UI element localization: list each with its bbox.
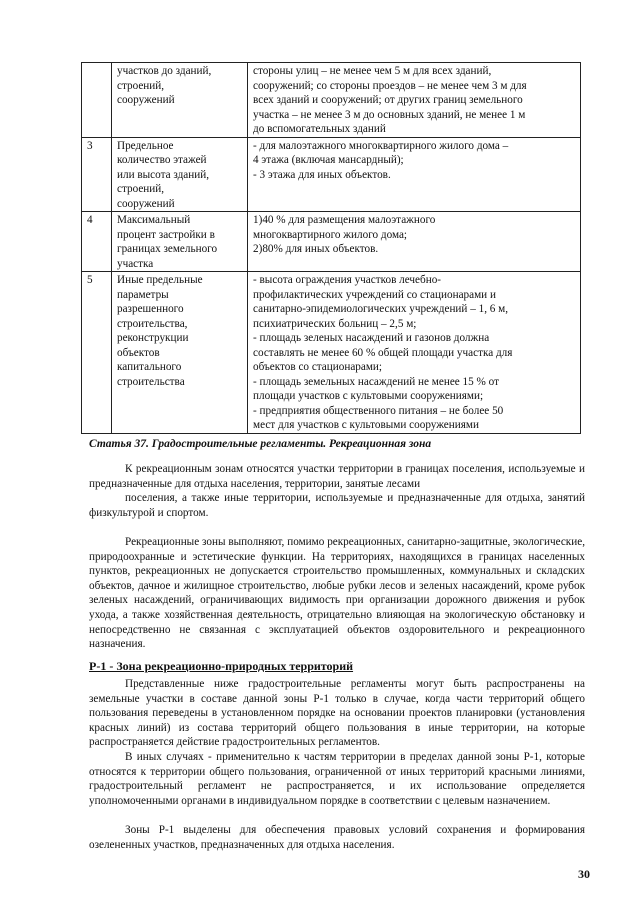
cell-line: - предприятия общественного питания – не более 50 [253,404,504,417]
cell-line: строительства [117,375,185,388]
row-number-cell [82,63,112,138]
cell-line: 2)80% для иных объектов. [253,243,379,255]
parameter-value-cell [248,272,581,434]
paragraph-r1-other-cases: В иных случаях - применительно к частям территории в пределах данной зоны Р-1, которые относятся к территории общего пользования, ограниченной от иных территорий красными линиями, градостроительный регламент не распространяется, и их использование определяется уполномоченными органами в индивидуальном порядке в соответствии с целевым назначением. [89,751,585,807]
cell-line: Максимальный [117,214,191,226]
cell-line: строений, [117,79,165,92]
parameter-name-cell [112,212,248,272]
table-row [82,272,581,434]
parameter-name-cell [112,137,248,212]
row-number-cell: 4 [82,212,112,272]
cell-line: строительства, [117,317,188,330]
cell-line: до вспомогательных зданий [253,123,386,135]
parameter-name-cell [112,272,248,434]
cell-line: 4 этажа (включая мансардный); [253,154,404,166]
parameter-value-cell [248,63,581,138]
cell-line: участка – не менее 3 м до основных зданий, не менее 1 м [253,108,526,121]
row-number-cell: 3 [82,137,112,212]
cell-line: многоквартирного жилого дома; [253,228,408,241]
table-row [82,63,581,138]
cell-line: разрешенного [117,303,184,315]
cell-line: всех зданий и сооружений; от других границ земельного [253,94,523,106]
zone-parameters-table [81,62,581,434]
cell-line: объектов со стационарами; [253,361,383,373]
cell-line: - площадь земельных насаждений не менее 15 % от [253,375,499,388]
cell-line: Предельное [117,139,174,152]
cell-line: сооружений [117,94,175,106]
cell-line: реконструкции [117,332,189,344]
page-number: 30 [578,867,590,881]
paragraph-r1-regulations: Представленные ниже градостроительные регламенты могут быть распространены на земельные участки в составе данной зоны Р-1 только в случае, когда части территорий общего пользования переведены в установленном порядке на основании проектов планировки (установления красных линий) из состава территорий общего пользования в иные территории, на которые распространяется действие градостроительных регламентов. [89,678,585,749]
cell-line: психиатрических больниц – 2,5 м; [253,317,417,330]
cell-line: Иные предельные [117,274,203,286]
zone-r1-heading: Р-1 - Зона рекреационно-природных территорий [89,659,354,673]
cell-line: площади участков с культовыми сооружениями; [253,390,484,402]
cell-line: 1)40 % для размещения малоэтажного [253,214,436,226]
cell-line: - для малоэтажного многоквартирного жилого дома – [253,139,509,152]
paragraph-recreation-zones: К рекреационным зонам относятся участки территории в границах поселения, используемые и предназначенные для отдыха населения, территории, занятые лесами [89,463,585,490]
parameter-value-cell [248,137,581,212]
row-number-cell: 5 [82,272,112,434]
cell-line: участка [117,257,154,270]
cell-line: сооружений; со стороны проездов – не менее чем 3 м для [253,79,527,92]
parameter-value-cell [248,212,581,272]
cell-line: сооружений [117,197,175,210]
cell-line: параметры [117,288,169,301]
paragraph-recreation-functions: Рекреационные зоны выполняют, помимо рекреационных, санитарно-защитные, экологические, природоохранные и эстетические функции. На территориях, находящихся в границах населенных пунктов, рекреационных не допускается строительство промышленных, коммунальных и складских объектов, дачное и жилищное строительство, любые рубки лесов и зеленых насаждений, кроме рубок зеленых насаждений, ограничивающих видимость при организации дорожного движения и рубок ухода, а также хозяйственная деятельность, отрицательно влияющая на экологическую обстановку и непосредственно не связанная с эксплуатацией объектов оздоровительного и рекреационного назначения. [89,536,585,651]
cell-line: санитарно-эпидемиологических учреждений – 1, 6 м, [253,303,509,315]
cell-line: участков до зданий, [117,65,212,77]
cell-line: или высота зданий, [117,168,209,181]
cell-line: - высота ограждения участков лечебно- [253,274,442,286]
cell-line: границах земельного [117,243,218,255]
cell-line: количество этажей [117,154,207,166]
cell-line: процент застройки в [117,228,215,241]
paragraph-recreation-zones-cont: поселения, а также иные территории, используемые и предназначенные для отдыха, занятий физкультурой и спортом. [89,492,585,519]
cell-line: объектов [117,346,160,359]
article-heading: Статья 37. Градостроительные регламенты. Рекреационная зона [89,438,432,450]
cell-line: - площадь зеленых насаждений и газонов должна [253,332,490,344]
cell-line: стороны улиц – не менее чем 5 м для всех зданий, [253,65,492,77]
cell-line: профилактических учреждений со стационарами и [253,288,496,301]
paragraph-r1-purpose: Зоны Р-1 выделены для обеспечения правовых условий сохранения и формирования озелененных участков, предназначенных для отдыха населения. [89,824,585,851]
cell-line: капитального [117,361,182,373]
parameter-name-cell [112,63,248,138]
table-row [82,137,581,212]
table-row [82,212,581,272]
cell-line: мест для участков с культовыми сооружениями [253,419,479,431]
cell-line: составлять не менее 60 % общей площади участка для [253,346,513,359]
cell-line: строений, [117,183,165,195]
cell-line: - 3 этажа для иных объектов. [253,168,391,181]
